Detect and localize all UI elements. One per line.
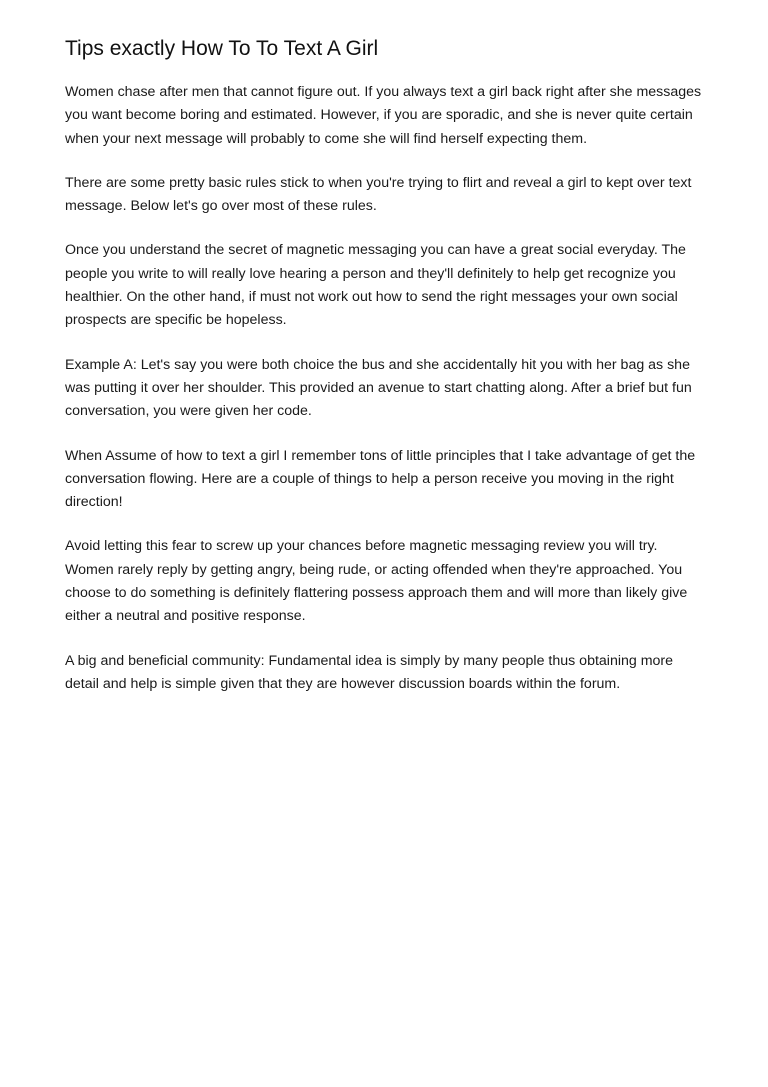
paragraph-5: When Assume of how to text a girl I remember tons of little principles that I take advantage of get the conversation flowing. Here are a couple of things to help a person receive you moving in the right direction! [65, 447, 696, 511]
document-title: Tips exactly How To To Text A Girl [65, 37, 379, 60]
paragraph-2: There are some pretty basic rules stick to when you're trying to flirt and reveal a girl to kept over text message. Below let's go over most of these rules. [65, 174, 692, 215]
paragraph-7: A big and beneficial community: Fundamental idea is simply by many people thus obtaining more detail and help is simple given that they are however discussion boards within the forum. [65, 652, 674, 692]
document-page [65, 34, 710, 717]
document-body [65, 81, 710, 696]
paragraph-3: Once you understand the secret of magnetic messaging you can have a great social everyday. The people you write to will really love hearing a person and they'll definitely to help get recognize you healthier. On the other hand, if must not work out how to send the right messages your own social prospects are specific be hopeless. [65, 242, 686, 329]
paragraph-6: Avoid letting this fear to screw up your chances before magnetic messaging review you will try. Women rarely reply by getting angry, being rude, or acting offended when they're approached. You choose to do something is definitely flattering possess approach them and will more than likely give either a neutral and positive response. [65, 538, 688, 625]
paragraph-1: Women chase after men that cannot figure out. If you always text a girl back right after she messages you want become boring and estimated. However, if you are sporadic, and she is never quite certain when your next message will probably to come she will find herself expecting them. [65, 84, 702, 147]
paragraph-4: Example A: Let's say you were both choice the bus and she accidentally hit you with her bag as she was putting it over her shoulder. This provided an avenue to start chatting along. After a brief but fun conversation, you were given her code. [65, 356, 692, 420]
